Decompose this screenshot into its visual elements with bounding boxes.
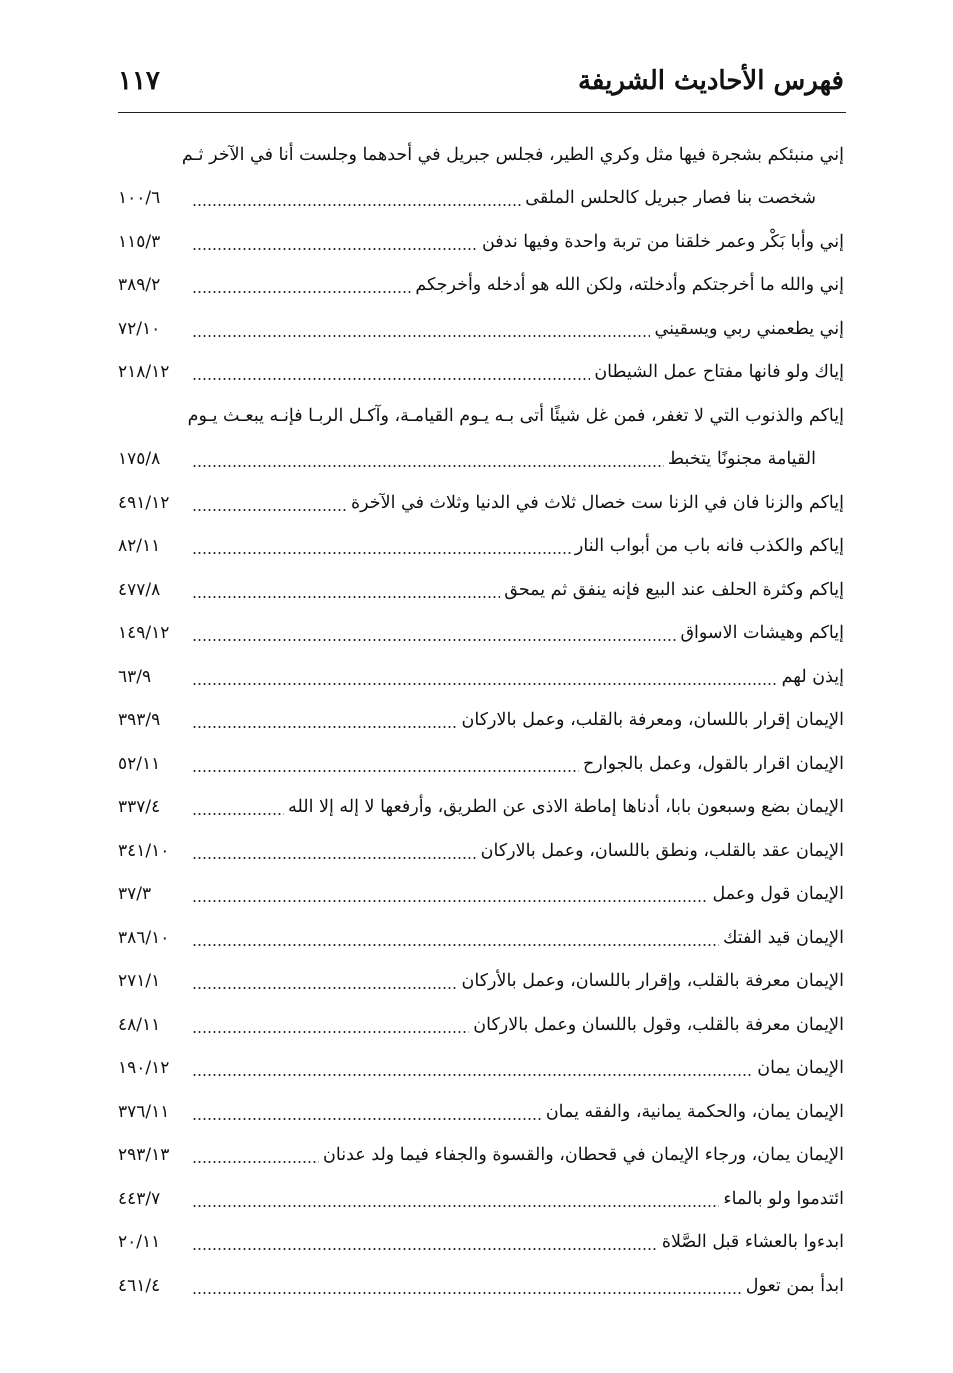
dot-leader: [192, 1117, 542, 1121]
volume-page-reference: ٦٣/٩: [118, 666, 152, 687]
volume-page-reference: ٣٧٦/١١: [118, 1101, 170, 1122]
entry-first-line: [118, 394, 844, 438]
dot-leader: [192, 725, 458, 729]
dot-leader: [192, 1030, 469, 1034]
entry-first-line: [118, 1177, 844, 1221]
page-number: ١١٧: [118, 66, 160, 96]
entry-first-line: [118, 699, 844, 743]
entry-first-line: [118, 1090, 844, 1134]
entry-text: ابدأ بمن تعول: [745, 1275, 844, 1296]
volume-page-reference: ٣٨٩/٢: [118, 275, 161, 296]
entry-text: الإيمان بضع وسبعون بابا، أدناها إماطة الاذى عن الطريق، وأرفعها لا إله إلا الله: [288, 797, 844, 818]
volume-page-reference: ٢٩٣/١٣: [118, 1145, 170, 1166]
index-entry: [118, 699, 844, 743]
entry-first-line: [118, 1221, 844, 1265]
entry-text: ابدءوا بالعشاء قبل الصَّلاة: [661, 1232, 844, 1253]
dot-leader: [192, 943, 719, 947]
index-entry: [118, 264, 844, 308]
index-entry: [118, 1177, 844, 1221]
entry-text: إياكم والذنوب التي لا تغفر، فمن غل شيئًا أتى بـه يـوم القيامـة، وآكـل الربـا فإنـه يبعـث يـوم: [187, 405, 844, 426]
index-entry: [118, 481, 844, 525]
volume-page-reference: ٢١٨/١٢: [118, 362, 170, 383]
dot-leader: [192, 1204, 719, 1208]
entry-text: الإيمان قيد الفتك: [722, 927, 844, 948]
volume-page-reference: ٣٩٣/٩: [118, 710, 161, 731]
index-entry: [118, 307, 844, 351]
dot-leader: [192, 1073, 753, 1077]
dot-leader: [192, 551, 571, 555]
entry-first-line: [118, 829, 844, 873]
entry-text: إياكم والزنا فان في الزنا ست خصال ثلاث في الدنيا وثلاث في الآخرة: [350, 492, 844, 513]
entry-text: القيامة مجنونًا يتخبط: [667, 449, 816, 470]
index-entry: [118, 568, 844, 612]
entry-first-line: [118, 960, 844, 1004]
entry-text: ائتدموا ولو بالماء: [723, 1188, 844, 1209]
dot-leader: [192, 682, 778, 686]
entry-text: الإيمان اقرار بالقول، وعمل بالجوارح: [583, 753, 844, 774]
index-entry: [118, 786, 844, 830]
hadith-index-list: [118, 133, 844, 1308]
page-header: [118, 58, 844, 104]
dot-leader: [192, 290, 411, 294]
volume-page-reference: ٤٧٧/٨: [118, 579, 161, 600]
dot-leader: [192, 203, 521, 207]
entry-first-line: [118, 1003, 844, 1047]
volume-page-reference: ١٠٠/٦: [118, 188, 161, 209]
entry-first-line: [118, 307, 844, 351]
entry-text: إيذن لهم: [781, 666, 844, 687]
dot-leader: [192, 769, 579, 773]
entry-first-line: [118, 612, 844, 656]
dot-leader: [192, 1160, 319, 1164]
dot-leader: [192, 377, 590, 381]
entry-first-line: [118, 525, 844, 569]
volume-page-reference: ٤٤٣/٧: [118, 1188, 161, 1209]
header-divider: [118, 112, 846, 113]
volume-page-reference: ١١٥/٣: [118, 231, 161, 252]
index-entry: [118, 612, 844, 656]
entry-first-line: [118, 655, 844, 699]
entry-first-line: [118, 264, 844, 308]
volume-page-reference: ١٩٠/١٢: [118, 1058, 170, 1079]
entry-text: إني وأبا بَكْر وعمر خلقنا من تربة واحدة وفيها ندفن: [481, 231, 844, 252]
entry-text: شخصت بنا فصار جبريل كالحلس الملقى: [525, 188, 816, 209]
entry-continuation-line: [118, 438, 844, 482]
dot-leader: [192, 508, 347, 512]
volume-page-reference: ٢٠/١١: [118, 1232, 161, 1253]
index-entry: [118, 1134, 844, 1178]
index-entry: [118, 655, 844, 699]
entry-first-line: [118, 1047, 844, 1091]
volume-page-reference: ٨٢/١١: [118, 536, 161, 557]
entry-text: الإيمان معرفة بالقلب، وقول باللسان وعمل بالاركان: [473, 1014, 844, 1035]
entry-text: إياكم والكذب فانه باب من أبواب النار: [574, 536, 844, 557]
index-entry: [118, 525, 844, 569]
index-entry: [118, 742, 844, 786]
entry-first-line: [118, 786, 844, 830]
entry-continuation-line: [118, 177, 844, 221]
index-entry: [118, 1264, 844, 1308]
entry-first-line: [118, 1264, 844, 1308]
dot-leader: [192, 334, 650, 338]
dot-leader: [192, 247, 478, 251]
page-title: فهرس الأحاديث الشريفة: [577, 66, 844, 96]
entry-text: الإيمان عقد بالقلب، ونطق باللسان، وعمل بالاركان: [480, 840, 844, 861]
volume-page-reference: ٢٧١/١: [118, 971, 161, 992]
index-entry: [118, 960, 844, 1004]
volume-page-reference: ٣٤١/١٠: [118, 840, 170, 861]
index-entry: [118, 1047, 844, 1091]
dot-leader: [192, 986, 458, 990]
index-entry: [118, 1090, 844, 1134]
volume-page-reference: ٤٦١/٤: [118, 1275, 161, 1296]
entry-first-line: [118, 220, 844, 264]
entry-text: إياك ولو فانها مفتاح عمل الشيطان: [594, 362, 844, 383]
volume-page-reference: ١٧٥/٨: [118, 449, 161, 470]
volume-page-reference: ٣٨٦/١٠: [118, 927, 170, 948]
entry-text: الإيمان يمان: [757, 1058, 844, 1079]
dot-leader: [192, 464, 664, 468]
entry-text: الإيمان يمان، والحكمة يمانية، والفقه يمان: [545, 1101, 844, 1122]
entry-first-line: [118, 568, 844, 612]
entry-first-line: [118, 742, 844, 786]
index-entry: [118, 394, 844, 481]
entry-text: إياكم وكثرة الحلف عند البيع فإنه ينفق ثم يمحق: [504, 579, 844, 600]
entry-text: إني يطعمني ربي ويسقيني: [654, 318, 844, 339]
dot-leader: [192, 638, 676, 642]
entry-text: إياكم وهيشات الاسواق: [680, 623, 844, 644]
index-entry: [118, 1221, 844, 1265]
dot-leader: [192, 1291, 742, 1295]
entry-first-line: [118, 481, 844, 525]
dot-leader: [192, 899, 708, 903]
volume-page-reference: ٥٢/١١: [118, 753, 161, 774]
entry-first-line: [118, 873, 844, 917]
volume-page-reference: ١٤٩/١٢: [118, 623, 170, 644]
volume-page-reference: ٧٢/١٠: [118, 318, 161, 339]
entry-first-line: [118, 916, 844, 960]
index-entry: [118, 873, 844, 917]
dot-leader: [192, 1247, 658, 1251]
volume-page-reference: ٣٧/٣: [118, 884, 152, 905]
volume-page-reference: ٤٩١/١٢: [118, 492, 170, 513]
index-entry: [118, 916, 844, 960]
entry-text: الإيمان يمان، ورجاء الإيمان في قحطان، والقسوة والجفاء فيما ولد عدنان: [323, 1145, 844, 1166]
entry-text: إني منبئكم بشجرة فيها مثل وكري الطير، فجلس جبريل في أحدهما وجلست أنا في الآخر ثـم: [181, 144, 844, 165]
index-entry: [118, 133, 844, 220]
entry-first-line: [118, 1134, 844, 1178]
entry-text: إني والله ما أخرجتكم وأدخلته، ولكن الله هو أدخله وأخرجكم: [415, 275, 844, 296]
entry-first-line: [118, 133, 844, 177]
entry-text: الإيمان معرفة بالقلب، وإقرار باللسان، وعمل بالأركان: [461, 971, 844, 992]
entry-first-line: [118, 351, 844, 395]
volume-page-reference: ٣٣٧/٤: [118, 797, 161, 818]
index-entry: [118, 351, 844, 395]
index-entry: [118, 220, 844, 264]
dot-leader: [192, 812, 284, 816]
entry-text: الإيمان إقرار باللسان، ومعرفة بالقلب، وعمل بالاركان: [461, 710, 844, 731]
index-entry: [118, 1003, 844, 1047]
entry-text: الإيمان قول وعمل: [712, 884, 844, 905]
volume-page-reference: ٤٨/١١: [118, 1014, 161, 1035]
index-entry: [118, 829, 844, 873]
dot-leader: [192, 856, 477, 860]
dot-leader: [192, 595, 500, 599]
